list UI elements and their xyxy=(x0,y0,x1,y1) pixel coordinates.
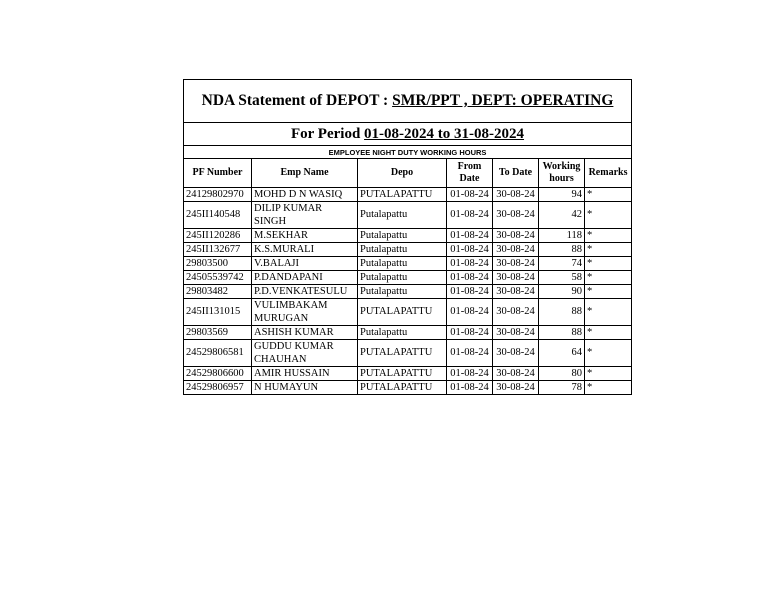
remarks-cell: * xyxy=(585,367,632,381)
working-hours-cell: 42 xyxy=(539,202,585,229)
depo-cell: Putalapattu xyxy=(358,229,447,243)
remarks-cell: * xyxy=(585,188,632,202)
working-hours-cell: 118 xyxy=(539,229,585,243)
to-date-cell: 30-08-24 xyxy=(493,188,539,202)
emp-name-cell: P.DANDAPANI xyxy=(252,271,358,285)
from-date-cell: 01-08-24 xyxy=(447,381,493,395)
period-range: 01-08-2024 to 31-08-2024 xyxy=(364,126,525,142)
remarks-cell: * xyxy=(585,257,632,271)
from-date-cell: 01-08-24 xyxy=(447,257,493,271)
from-date-cell: 01-08-24 xyxy=(447,229,493,243)
table-row xyxy=(184,188,632,202)
working-hours-cell: 88 xyxy=(539,243,585,257)
to-date-cell: 30-08-24 xyxy=(493,367,539,381)
table-row xyxy=(184,285,632,299)
from-date-cell: 01-08-24 xyxy=(447,326,493,340)
emp-name-cell: K.S.MURALI xyxy=(252,243,358,257)
from-date-cell: 01-08-24 xyxy=(447,299,493,326)
emp-name-cell: ASHISH KUMAR xyxy=(252,326,358,340)
col-header-emp-name: Emp Name xyxy=(252,159,358,188)
depo-cell: Putalapattu xyxy=(358,326,447,340)
period-prefix: For Period xyxy=(291,126,365,142)
col-header-depo: Depo xyxy=(358,159,447,188)
pf-number-cell: 29803569 xyxy=(184,326,252,340)
from-date-cell: 01-08-24 xyxy=(447,188,493,202)
col-header-remarks: Remarks xyxy=(585,159,632,188)
period-cell xyxy=(184,123,632,146)
to-date-cell: 30-08-24 xyxy=(493,299,539,326)
working-hours-cell: 74 xyxy=(539,257,585,271)
remarks-cell: * xyxy=(585,271,632,285)
emp-name-cell: VULIMBAKAM MURUGAN xyxy=(252,299,358,326)
from-date-cell: 01-08-24 xyxy=(447,271,493,285)
from-date-cell: 01-08-24 xyxy=(447,243,493,257)
table-body xyxy=(184,188,632,395)
from-date-cell: 01-08-24 xyxy=(447,367,493,381)
depo-cell: PUTALAPATTU xyxy=(358,299,447,326)
remarks-cell: * xyxy=(585,381,632,395)
table-row xyxy=(184,202,632,229)
working-hours-cell: 58 xyxy=(539,271,585,285)
remarks-cell: * xyxy=(585,326,632,340)
emp-name-cell: V.BALAJI xyxy=(252,257,358,271)
working-hours-cell: 80 xyxy=(539,367,585,381)
table-row xyxy=(184,381,632,395)
depo-cell: Putalapattu xyxy=(358,271,447,285)
pf-number-cell: 245II132677 xyxy=(184,243,252,257)
pf-number-cell: 29803482 xyxy=(184,285,252,299)
col-header-pf-number: PF Number xyxy=(184,159,252,188)
pf-number-cell: 24505539742 xyxy=(184,271,252,285)
nda-statement-sheet xyxy=(183,79,631,395)
remarks-cell: * xyxy=(585,229,632,243)
col-header-to-date: To Date xyxy=(493,159,539,188)
working-hours-cell: 88 xyxy=(539,299,585,326)
remarks-cell: * xyxy=(585,202,632,229)
pf-number-cell: 24529806600 xyxy=(184,367,252,381)
to-date-cell: 30-08-24 xyxy=(493,202,539,229)
remarks-cell: * xyxy=(585,285,632,299)
pf-number-cell: 24529806957 xyxy=(184,381,252,395)
pf-number-cell: 29803500 xyxy=(184,257,252,271)
emp-name-cell: MOHD D N WASIQ xyxy=(252,188,358,202)
pf-number-cell: 24529806581 xyxy=(184,340,252,367)
table-row xyxy=(184,229,632,243)
depo-cell: PUTALAPATTU xyxy=(358,340,447,367)
emp-name-cell: AMIR HUSSAIN xyxy=(252,367,358,381)
emp-name-cell: N HUMAYUN xyxy=(252,381,358,395)
col-header-working-hours: Working hours xyxy=(539,159,585,188)
nda-table xyxy=(183,79,632,395)
depo-cell: PUTALAPATTU xyxy=(358,188,447,202)
depo-cell: Putalapattu xyxy=(358,257,447,271)
working-hours-cell: 88 xyxy=(539,326,585,340)
depo-cell: PUTALAPATTU xyxy=(358,367,447,381)
working-hours-cell: 64 xyxy=(539,340,585,367)
depo-cell: PUTALAPATTU xyxy=(358,381,447,395)
emp-name-cell: GUDDU KUMAR CHAUHAN xyxy=(252,340,358,367)
to-date-cell: 30-08-24 xyxy=(493,326,539,340)
to-date-cell: 30-08-24 xyxy=(493,229,539,243)
table-row xyxy=(184,257,632,271)
depo-cell: Putalapattu xyxy=(358,285,447,299)
pf-number-cell: 245II120286 xyxy=(184,229,252,243)
subtitle: EMPLOYEE NIGHT DUTY WORKING HOURS xyxy=(184,146,632,159)
working-hours-cell: 94 xyxy=(539,188,585,202)
emp-name-cell: P.D.VENKATESULU xyxy=(252,285,358,299)
subtitle-row xyxy=(184,146,632,159)
from-date-cell: 01-08-24 xyxy=(447,285,493,299)
to-date-cell: 30-08-24 xyxy=(493,340,539,367)
title-prefix: NDA Statement of DEPOT : xyxy=(201,92,393,109)
remarks-cell: * xyxy=(585,299,632,326)
to-date-cell: 30-08-24 xyxy=(493,285,539,299)
table-row xyxy=(184,243,632,257)
emp-name-cell: DILIP KUMAR SINGH xyxy=(252,202,358,229)
table-row xyxy=(184,299,632,326)
from-date-cell: 01-08-24 xyxy=(447,340,493,367)
title-row xyxy=(184,80,632,123)
to-date-cell: 30-08-24 xyxy=(493,381,539,395)
working-hours-cell: 90 xyxy=(539,285,585,299)
emp-name-cell: M.SEKHAR xyxy=(252,229,358,243)
depo-cell: Putalapattu xyxy=(358,243,447,257)
remarks-cell: * xyxy=(585,340,632,367)
pf-number-cell: 24129802970 xyxy=(184,188,252,202)
document-title xyxy=(184,80,632,123)
pf-number-cell: 245II140548 xyxy=(184,202,252,229)
table-row xyxy=(184,367,632,381)
period-row xyxy=(184,123,632,146)
table-row xyxy=(184,326,632,340)
column-header-row xyxy=(184,159,632,188)
working-hours-cell: 78 xyxy=(539,381,585,395)
table-row xyxy=(184,340,632,367)
remarks-cell: * xyxy=(585,243,632,257)
table-row xyxy=(184,271,632,285)
to-date-cell: 30-08-24 xyxy=(493,243,539,257)
col-header-from-date: From Date xyxy=(447,159,493,188)
to-date-cell: 30-08-24 xyxy=(493,271,539,285)
to-date-cell: 30-08-24 xyxy=(493,257,539,271)
pf-number-cell: 245II131015 xyxy=(184,299,252,326)
title-depot: SMR/PPT , DEPT: OPERATING xyxy=(392,92,614,109)
from-date-cell: 01-08-24 xyxy=(447,202,493,229)
depo-cell: Putalapattu xyxy=(358,202,447,229)
